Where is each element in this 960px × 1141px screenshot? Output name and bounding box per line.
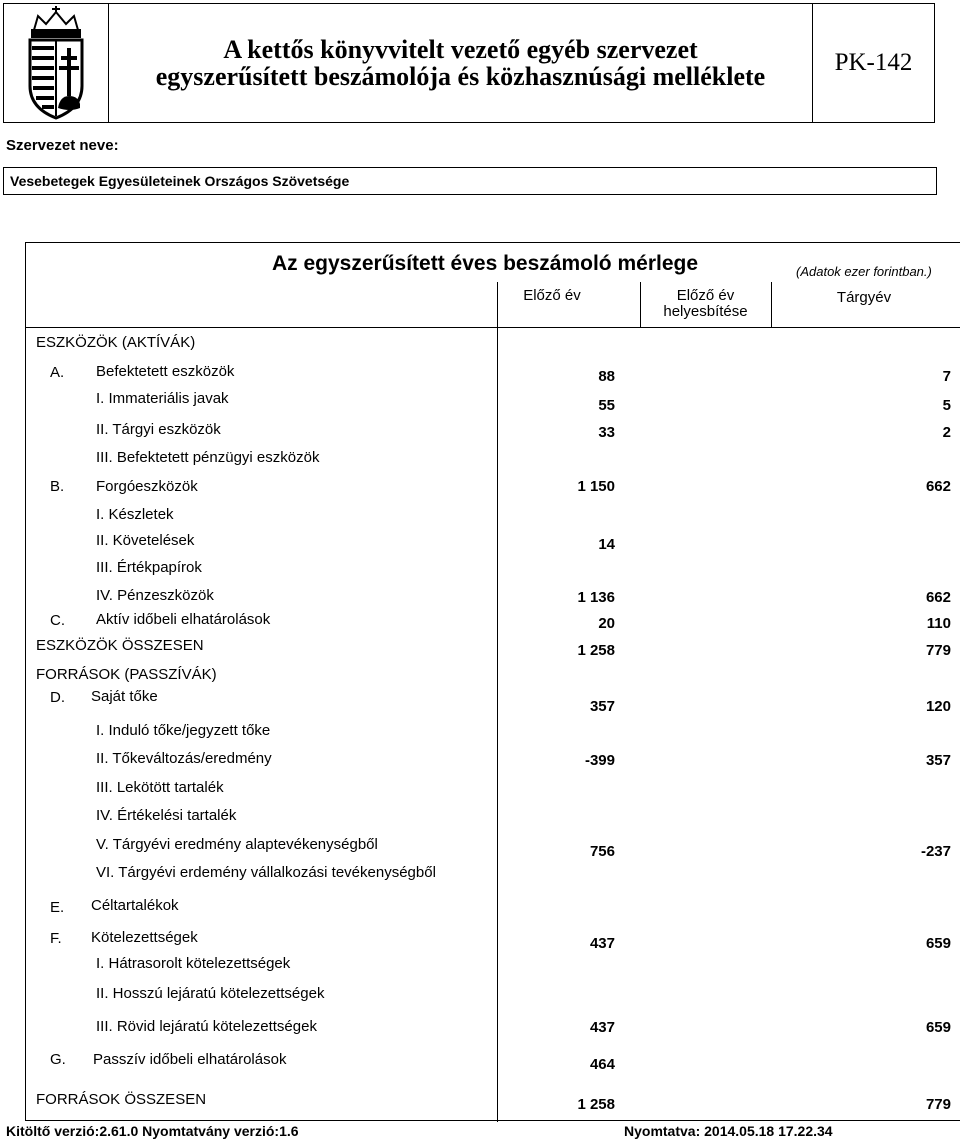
row-label: V. Tárgyévi eredmény alaptevékenységből — [96, 836, 378, 853]
row-label: IV. Értékelési tartalék — [96, 807, 237, 824]
row-label: III. Rövid lejáratú kötelezettségek — [96, 1018, 317, 1035]
value-current-year: 659 — [925, 935, 951, 952]
value-current-year: 120 — [925, 698, 951, 715]
value-current-year: 659 — [925, 1019, 951, 1036]
value-previous-year: 1 150 — [577, 478, 615, 495]
coat-of-arms-icon — [4, 4, 108, 122]
liabilities-header: FORRÁSOK (PASSZÍVÁK) — [36, 666, 217, 683]
row-letter: F. — [50, 930, 62, 947]
column-header-current-year: Tárgyév — [836, 289, 892, 306]
value-current-year: -237 — [920, 843, 951, 860]
row-label: Befektetett eszközök — [96, 363, 235, 380]
row-label: VI. Tárgyévi erdemény vállalkozási tevékenységből — [96, 864, 436, 881]
row-label: Kötelezettségek — [91, 929, 198, 946]
value-current-year: 2 — [942, 424, 951, 441]
assets-total-label: ESZKÖZÖK ÖSSZESEN — [36, 637, 204, 654]
assets-header: ESZKÖZÖK (AKTÍVÁK) — [36, 334, 196, 351]
column-divider — [497, 282, 498, 1122]
row-label: III. Értékpapírok — [96, 559, 202, 576]
row-label: III. Lekötött tartalék — [96, 779, 224, 796]
unit-note: (Adatok ezer forintban.) — [796, 264, 932, 279]
version-footer: Kitöltő verzió:2.61.0 Nyomtatvány verzió:1.6 — [6, 1123, 299, 1139]
row-label: I. Hátrasorolt kötelezettségek — [96, 955, 291, 972]
value-current-year: 779 — [925, 1096, 951, 1113]
row-label: I. Készletek — [96, 506, 174, 523]
column-header-previous-year: Előző év — [523, 287, 581, 304]
value-previous-year: 1 258 — [577, 642, 615, 659]
value-previous-year: 1 136 — [577, 589, 615, 606]
row-letter: G. — [50, 1051, 66, 1068]
value-previous-year: 88 — [598, 368, 615, 385]
row-label: Forgóeszközök — [96, 478, 198, 495]
column-header-correction-line1: Előző év — [676, 287, 735, 304]
value-current-year: 357 — [925, 752, 951, 769]
value-previous-year: 437 — [589, 935, 615, 952]
row-label: I. Immateriális javak — [96, 390, 229, 407]
value-previous-year: 756 — [589, 843, 615, 860]
value-previous-year: 20 — [598, 615, 615, 632]
value-current-year: 662 — [925, 478, 951, 495]
column-header-correction-line2: helyesbítése — [663, 303, 748, 320]
row-label: Céltartalékok — [91, 897, 179, 914]
row-label: II. Követelések — [96, 532, 195, 549]
row-label: II. Tőkeváltozás/eredmény — [96, 750, 272, 767]
value-previous-year: 33 — [598, 424, 615, 441]
organization-label: Szervezet neve: — [6, 137, 119, 154]
print-timestamp: Nyomtatva: 2014.05.18 17.22.34 — [624, 1123, 833, 1139]
form-title-line1: A kettős könyvvitelt vezető egyéb szervezet — [223, 35, 698, 64]
value-current-year: 779 — [925, 642, 951, 659]
form-code: PK-142 — [812, 3, 935, 123]
value-previous-year: 14 — [598, 536, 615, 553]
value-current-year: 7 — [942, 368, 951, 385]
value-previous-year: 437 — [589, 1019, 615, 1036]
form-title — [108, 3, 813, 123]
row-label: III. Befektetett pénzügyi eszközök — [96, 449, 320, 466]
liabilities-total-label: FORRÁSOK ÖSSZESEN — [36, 1091, 207, 1108]
row-label: Saját tőke — [91, 688, 158, 705]
value-current-year: 662 — [925, 589, 951, 606]
header-divider — [25, 327, 960, 328]
row-label: Passzív időbeli elhatárolások — [93, 1051, 287, 1068]
row-label: I. Induló tőke/jegyzett tőke — [96, 722, 271, 739]
form-title-line2: egyszerűsített beszámolója és közhasznúsági melléklete — [155, 62, 766, 91]
value-current-year: 5 — [942, 397, 951, 414]
row-label: II. Tárgyi eszközök — [96, 421, 221, 438]
value-previous-year: 357 — [589, 698, 615, 715]
column-header-correction — [640, 288, 771, 320]
row-label: II. Hosszú lejáratú kötelezettségek — [96, 985, 325, 1002]
row-label: Aktív időbeli elhatárolások — [96, 611, 271, 628]
row-letter: A. — [50, 364, 65, 381]
row-letter: C. — [50, 612, 65, 629]
organization-name-field[interactable]: Vesebetegek Egyesületeinek Országos Szövetsége — [3, 167, 937, 195]
row-letter: E. — [50, 899, 65, 916]
value-previous-year: 1 258 — [577, 1096, 615, 1113]
value-previous-year: 464 — [589, 1056, 615, 1073]
row-letter: B. — [50, 478, 65, 495]
value-current-year: 110 — [926, 615, 951, 632]
row-label: IV. Pénzeszközök — [96, 587, 214, 604]
value-previous-year: 55 — [598, 397, 615, 414]
value-previous-year: -399 — [584, 752, 615, 769]
coat-of-arms-logo — [3, 3, 109, 123]
balance-sheet-title: Az egyszerűsített éves beszámoló mérlege — [272, 252, 699, 275]
row-letter: D. — [50, 689, 65, 706]
